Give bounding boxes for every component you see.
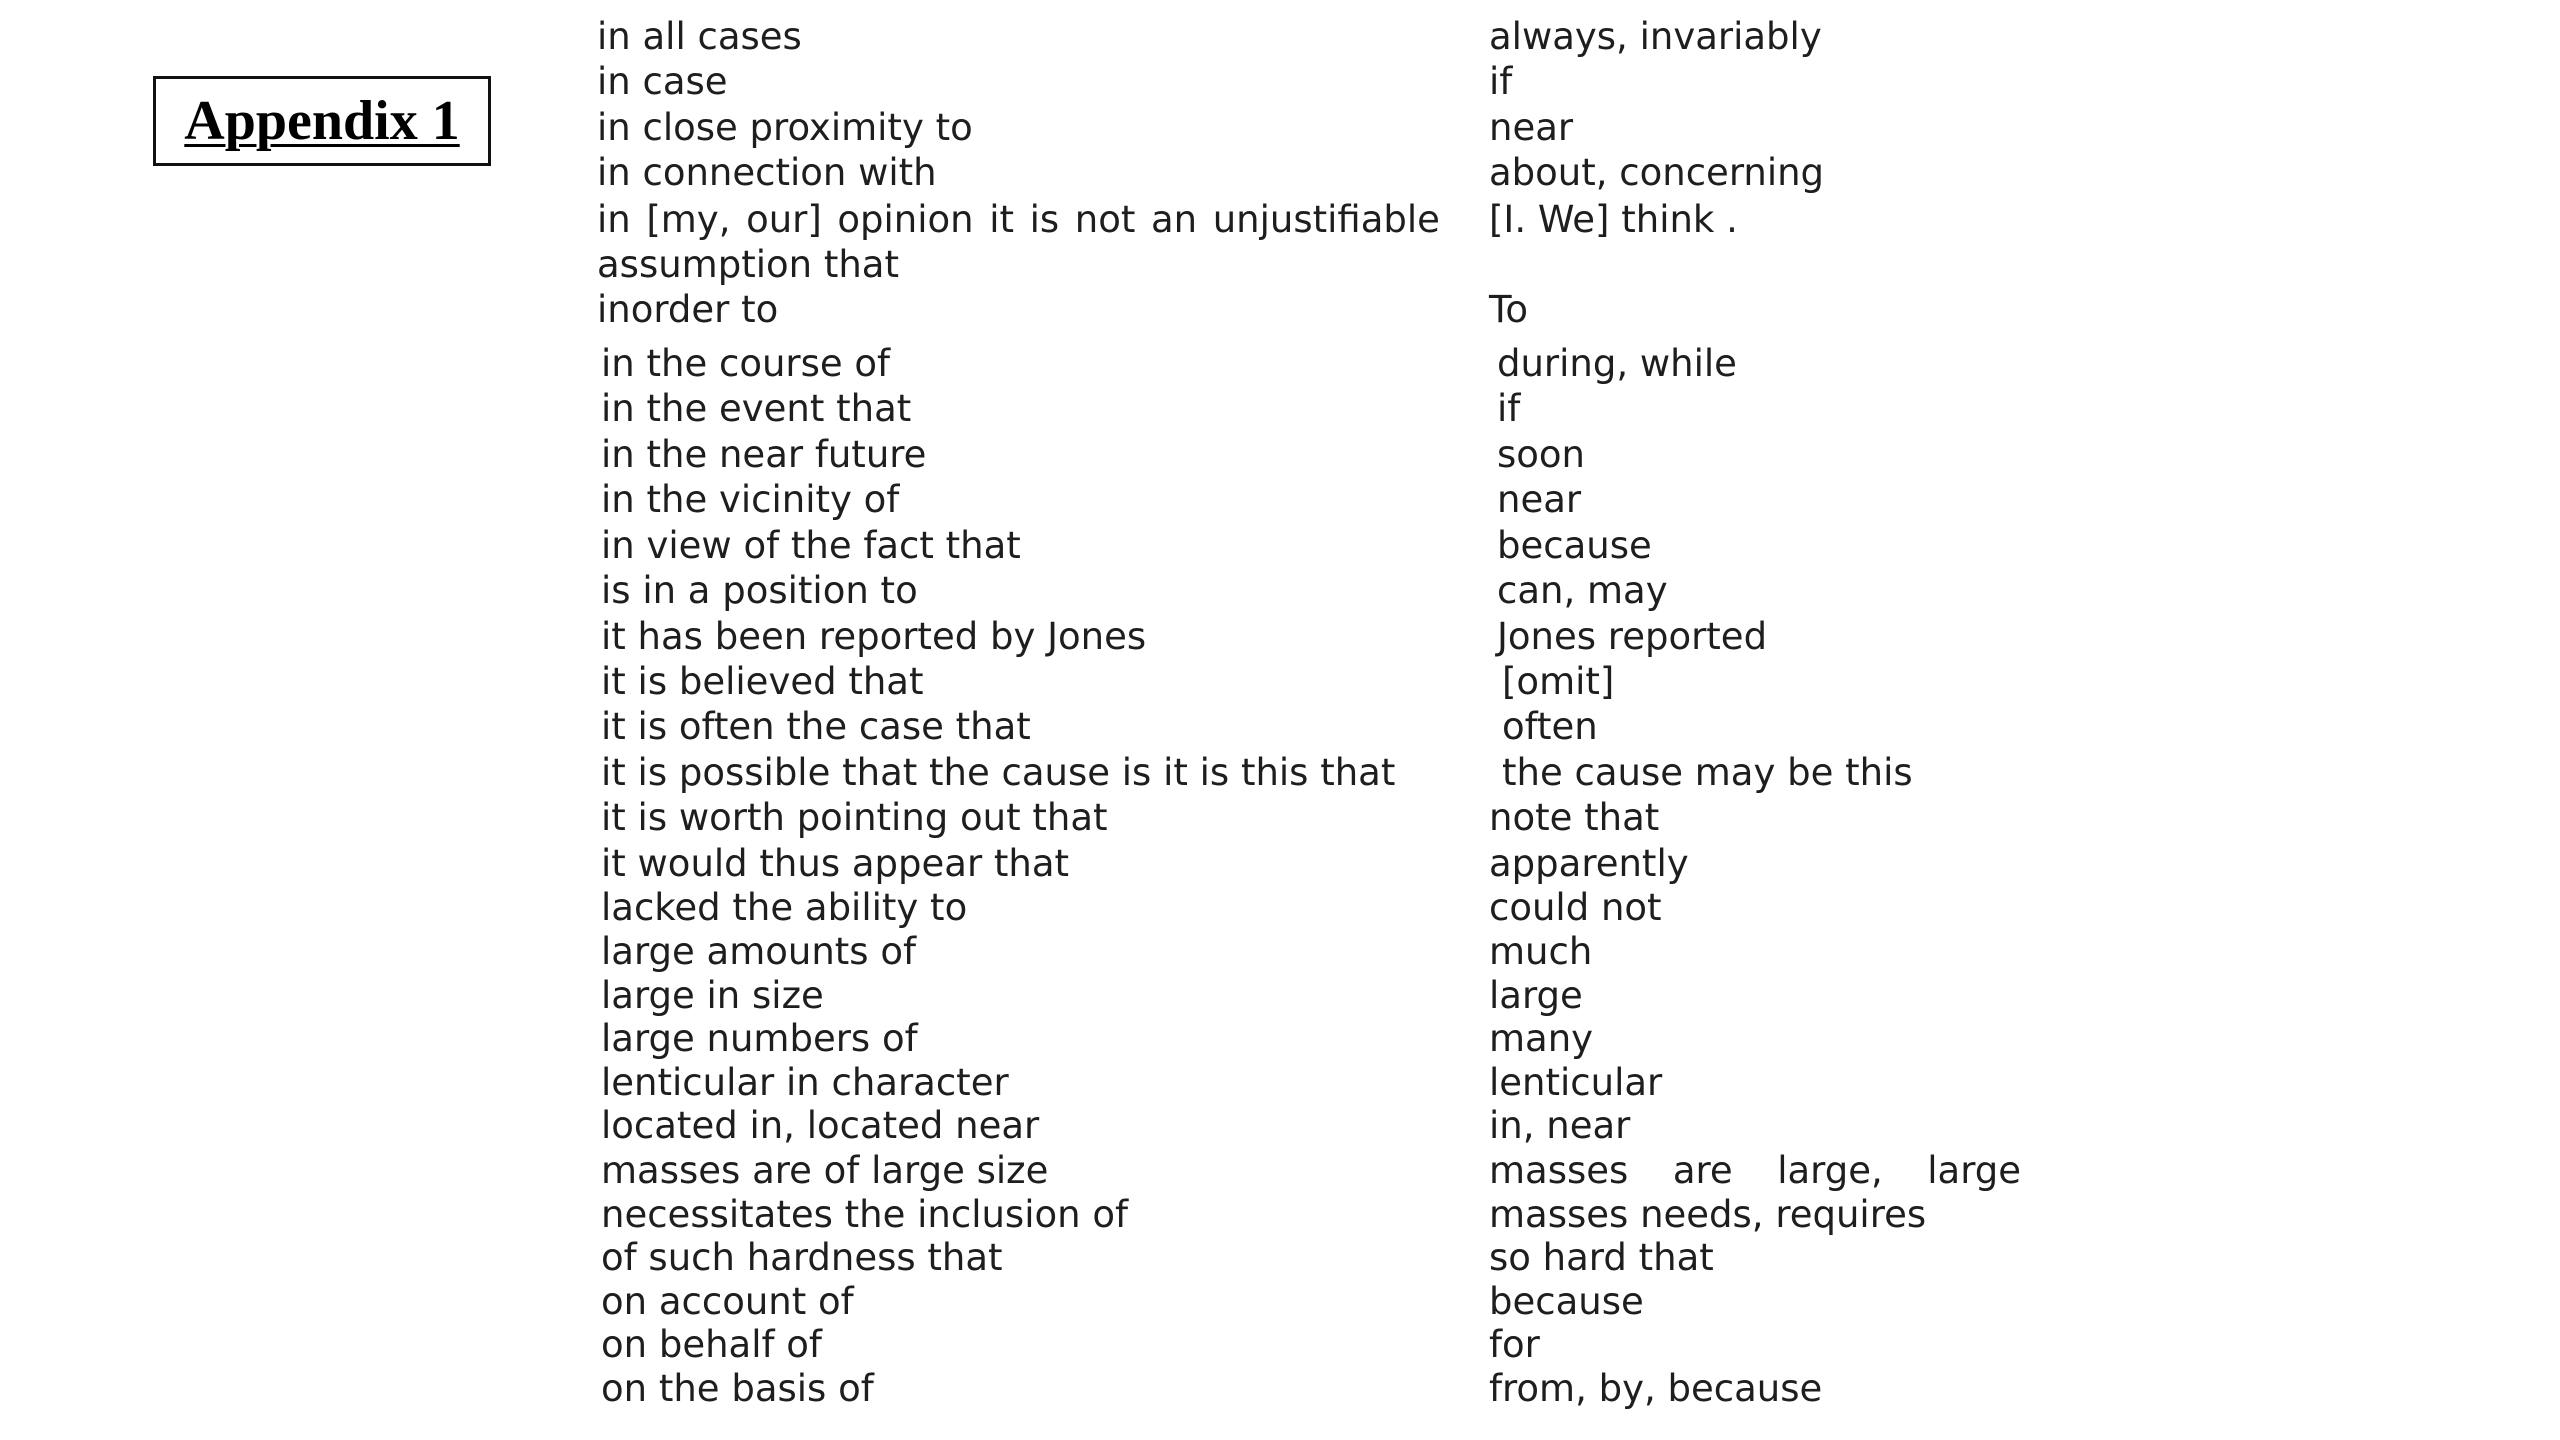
concise-replacement: could not [1489,886,1662,929]
table-row [0,660,2560,704]
concise-replacement: often [1502,705,1598,748]
concise-replacement: [I. We] think . [1489,198,1738,241]
table-row [0,243,2560,287]
table-row [0,60,2560,104]
concise-replacement: To [1489,288,1528,331]
concise-replacement: much [1489,930,1593,973]
concise-replacement: apparently [1489,842,1689,885]
wordy-phrase: masses are of large size [601,1149,1049,1192]
phrase-word: is [1029,198,1060,241]
concise-replacement: near [1489,106,1574,149]
wordy-phrase: lenticular in character [601,1061,1009,1104]
wordy-phrase: on account of [601,1280,854,1323]
table-row [0,1104,2560,1148]
wordy-phrase: large in size [601,974,824,1017]
concise-replacement: many [1489,1017,1594,1060]
concise-replacement: Jones reported [1497,615,1768,658]
wordy-phrase: it is often the case that [601,705,1031,748]
replacement-word: are [1672,1149,1733,1192]
table-row [0,106,2560,150]
phrase-word: opinion [837,198,974,241]
wordy-phrase: in the event that [601,387,912,430]
concise-replacement: from, by, because [1489,1367,1823,1410]
wordy-phrase: in the vicinity of [601,478,900,521]
table-row [0,615,2560,659]
appendix-heading: Appendix 1 [184,90,460,152]
table-row [0,569,2560,613]
phrase-word: in [597,198,631,241]
replacement-word: large [1927,1149,2021,1192]
wordy-phrase: in the course of [601,342,891,385]
replacement-word: large, [1777,1149,1883,1192]
concise-replacement: [omit] [1502,660,1615,703]
concise-replacement: masses needs, requires [1489,1193,1927,1236]
table-row [0,974,2560,1018]
wordy-phrase: inorder to [597,288,779,331]
table-row [0,1367,2560,1411]
table-row [0,1061,2560,1105]
phrase-word: our] [746,198,822,241]
phrase-word: unjustifiable [1212,198,1440,241]
table-row [0,478,2560,522]
concise-replacement: the cause may be this [1502,751,1913,794]
table-row [0,796,2560,840]
wordy-phrase: in connection with [597,151,937,194]
concise-replacement: if [1489,60,1513,103]
table-row [0,842,2560,886]
concise-replacement: always, invariably [1489,15,1822,58]
table-row [0,886,2560,930]
wordy-phrase: large numbers of [601,1017,918,1060]
phrase-word: it [989,198,1015,241]
wordy-phrase: assumption that [597,243,899,286]
phrase-word: not [1074,198,1136,241]
concise-replacement: lenticular [1489,1061,1663,1104]
concise-replacement: note that [1489,796,1660,839]
table-row [0,1149,2560,1193]
table-row [0,387,2560,431]
table-row [0,288,2560,332]
concise-replacement: about, concerning [1489,151,1825,194]
concise-replacement: because [1489,1280,1644,1323]
concise-replacement: because [1497,524,1652,567]
concise-replacement: in, near [1489,1104,1631,1147]
table-row [0,151,2560,195]
wordy-phrase: in view of the fact that [601,524,1021,567]
wordy-phrase: lacked the ability to [601,886,968,929]
table-row [0,1193,2560,1237]
concise-replacement: so hard that [1489,1236,1714,1279]
table-row [0,15,2560,59]
table-row [0,433,2560,477]
wordy-phrase: in case [597,60,728,103]
concise-replacement: large [1489,974,1583,1017]
phrase-word: an [1150,198,1198,241]
wordy-phrase: it would thus appear that [601,842,1070,885]
concise-replacement: for [1489,1323,1540,1366]
table-row [0,198,2560,242]
table-row [0,1236,2560,1280]
table-row [0,1280,2560,1324]
wordy-phrase: is in a position to [601,569,918,612]
table-row [0,751,2560,795]
concise-replacement: soon [1497,433,1586,476]
wordy-phrase: it is worth pointing out that [601,796,1108,839]
wordy-phrase: it is possible that the cause is it is this that [601,751,1396,794]
concise-replacement: can, may [1497,569,1668,612]
table-row [0,524,2560,568]
wordy-phrase: it is believed that [601,660,924,703]
wordy-phrase-justified [597,198,1440,242]
wordy-phrase: located in, located near [601,1104,1040,1147]
table-row [0,342,2560,386]
concise-replacement: near [1497,478,1582,521]
table-row [0,1323,2560,1367]
wordy-phrase: on the basis of [601,1367,874,1410]
wordy-phrase: large amounts of [601,930,916,973]
table-row [0,930,2560,974]
concise-replacement: if [1497,387,1521,430]
wordy-phrase: in the near future [601,433,927,476]
concise-replacement: during, while [1497,342,1737,385]
concise-replacement-justified [1489,1149,2021,1193]
wordy-phrase: of such hardness that [601,1236,1003,1279]
wordy-phrase: it has been reported by Jones [601,615,1147,658]
wordy-phrase: in all cases [597,15,802,58]
phrase-word: [my, [646,198,731,241]
wordy-phrase: on behalf of [601,1323,822,1366]
replacement-word: masses [1489,1149,1629,1192]
table-row [0,1017,2560,1061]
wordy-phrase: in close proximity to [597,106,973,149]
wordy-phrase: necessitates the inclusion of [601,1193,1128,1236]
table-row [0,705,2560,749]
